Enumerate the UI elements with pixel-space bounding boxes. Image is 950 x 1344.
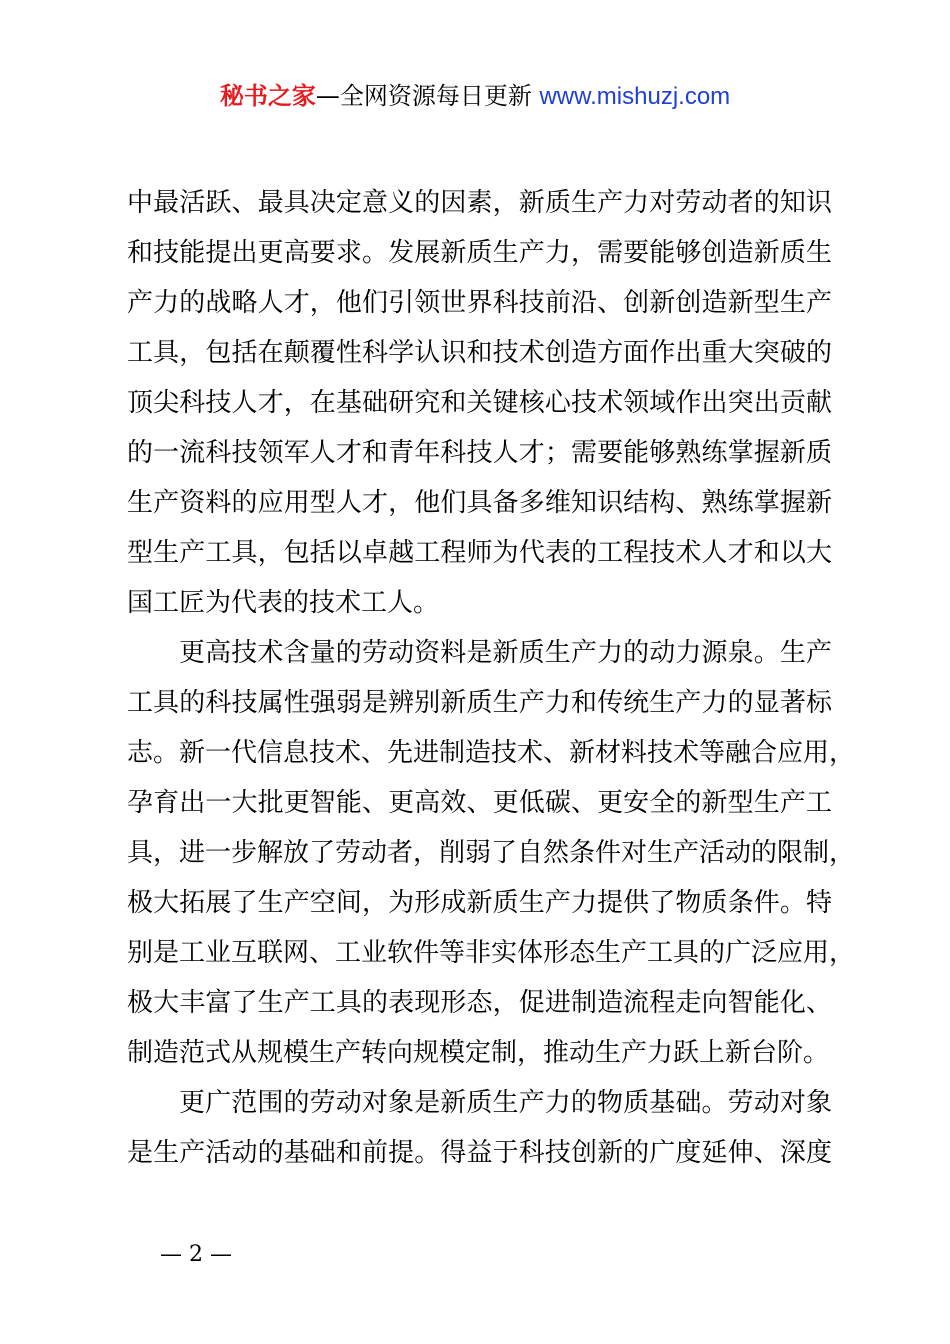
- text-line: 国工匠为代表的技术工人。: [127, 588, 440, 618]
- text-line: 志。新一代信息技术、先进制造技术、新材料技术等融合应用，: [127, 738, 856, 768]
- text-line: 顶尖科技人才，在基础研究和关键核心技术领域作出突出贡献: [127, 388, 832, 418]
- text-line: 是生产活动的基础和前提。得益于科技创新的广度延伸、深度: [127, 1138, 832, 1168]
- text-line: 制造范式从规模生产转向规模定制，推动生产力跃上新台阶。: [127, 1038, 830, 1068]
- site-url-link[interactable]: www.mishuzj.com: [539, 83, 731, 110]
- text-line: 的一流科技领军人才和青年科技人才；需要能够熟练掌握新质: [127, 438, 832, 468]
- text-line: 更广范围的劳动对象是新质生产力的物质基础。劳动对象: [179, 1088, 832, 1118]
- brand-name: 秘书之家: [219, 82, 316, 110]
- page-number: — 2 —: [160, 1242, 232, 1267]
- header-tagline: —全网资源每日更新: [315, 82, 532, 110]
- text-line: 工具，包括在颠覆性科学认识和技术创造方面作出重大突破的: [127, 338, 832, 368]
- text-line: 更高技术含量的劳动资料是新质生产力的动力源泉。生产: [179, 638, 832, 668]
- text-line: 产力的战略人才，他们引领世界科技前沿、创新创造新型生产: [127, 288, 832, 318]
- text-line: 极大拓展了生产空间，为形成新质生产力提供了物质条件。特: [127, 888, 832, 918]
- text-line: 别是工业互联网、工业软件等非实体形态生产工具的广泛应用，: [127, 938, 856, 968]
- text-line: 极大丰富了生产工具的表现形态，促进制造流程走向智能化、: [127, 988, 832, 1018]
- document-body: [127, 178, 856, 1178]
- text-line: 工具的科技属性强弱是辨别新质生产力和传统生产力的显著标: [127, 688, 832, 718]
- site-header: [0, 80, 950, 113]
- text-line: 具，进一步解放了劳动者，削弱了自然条件对生产活动的限制，: [127, 838, 856, 868]
- text-line: 生产资料的应用型人才，他们具备多维知识结构、熟练掌握新: [127, 488, 832, 518]
- text-line: 中最活跃、最具决定意义的因素，新质生产力对劳动者的知识: [127, 188, 832, 218]
- text-line: 孕育出一大批更智能、更高效、更低碳、更安全的新型生产工: [127, 788, 832, 818]
- text-line: 和技能提出更高要求。发展新质生产力，需要能够创造新质生: [127, 238, 832, 268]
- text-line: 型生产工具，包括以卓越工程师为代表的工程技术人才和以大: [127, 538, 832, 568]
